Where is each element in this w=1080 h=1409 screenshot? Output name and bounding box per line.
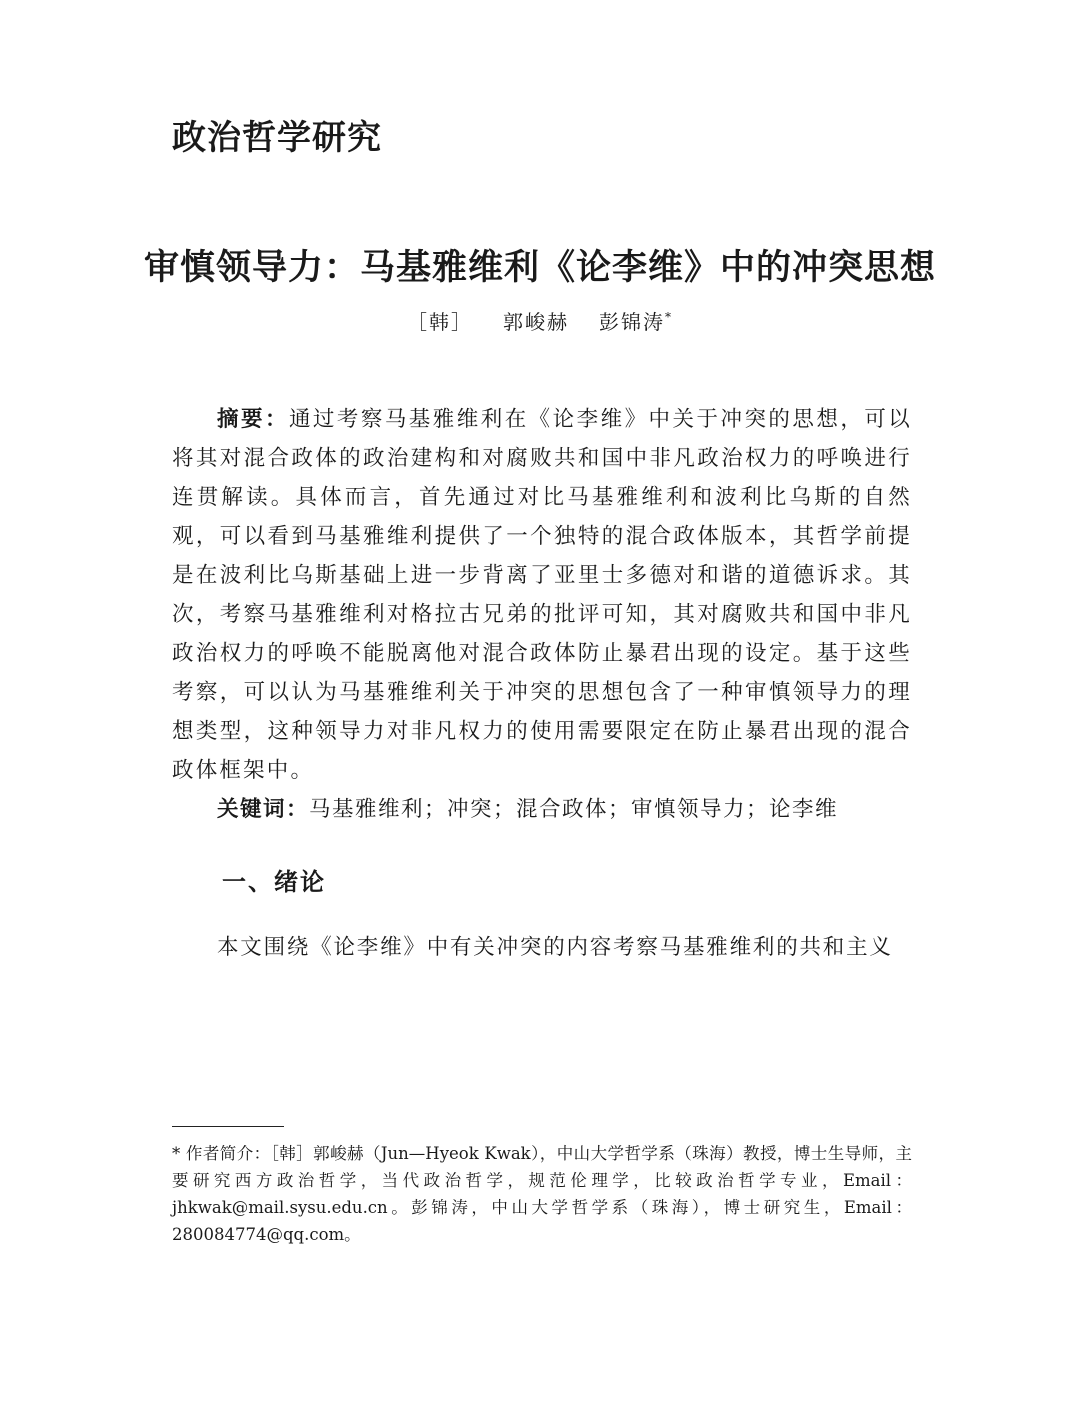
abstract-text: 通过考察马基雅维利在《论李维》中关于冲突的思想，可以将其对混合政体的政治建构和对腐败共和国中非凡政治权力的呼唤进行连贯解读。具体而言，首先通过对比马基雅维利和波利比乌斯的自然观，可以看到马基雅维利提供了一个独特的混合政体版本，其哲学前提是在波利比乌斯基础上进一步背离了亚里士多德对和谐的道德诉求。其次，考察马基雅维利对格拉古兄弟的批评可知，其对腐败共和国中非凡政治权力的呼唤不能脱离他对混合政体防止暴君出现的设定。基于这些考察，可以认为马基雅维利关于冲突的思想包含了一种审慎领导力的理想类型，这种领导力对非凡权力的使用需要限定在防止暴君出现的混合政体框架中。 — [172, 407, 913, 783]
author-name: 郭峻赫 — [503, 310, 569, 334]
footnote-marker: * — [665, 310, 673, 324]
journal-section-header: 政治哲学研究 — [172, 118, 382, 158]
author-line — [0, 306, 1080, 335]
abstract-label: 摘要： — [217, 407, 289, 432]
keywords-text: 马基雅维利；冲突；混合政体；审慎领导力；论李维 — [309, 797, 839, 822]
keywords-label: 关键词： — [217, 797, 310, 822]
section-heading: 一、绪论 — [222, 868, 326, 896]
author-footnote: * 作者简介：［韩］郭峻赫（Jun—Hyeok Kwak），中山大学哲学系（珠海）教授，博士生导师，主要研究西方政治哲学，当代政治哲学，规范伦理学，比较政治哲学专业，Email：jhkwak@mail.sysu.edu.cn。彭锦涛，中山大学哲学系（珠海），博士研究生，Email：280084774@qq.com。 — [172, 1144, 912, 1244]
author-name: 彭锦涛 — [599, 310, 665, 334]
body-paragraph: 本文围绕《论李维》中有关冲突的内容考察马基雅维利的共和主义 — [217, 935, 893, 960]
article-title: 审慎领导力：马基雅维利《论李维》中的冲突思想 — [143, 248, 936, 288]
footnote-divider — [172, 1126, 284, 1127]
abstract — [172, 400, 912, 790]
keywords — [217, 792, 838, 823]
author-country: ［韩］ — [407, 310, 473, 334]
